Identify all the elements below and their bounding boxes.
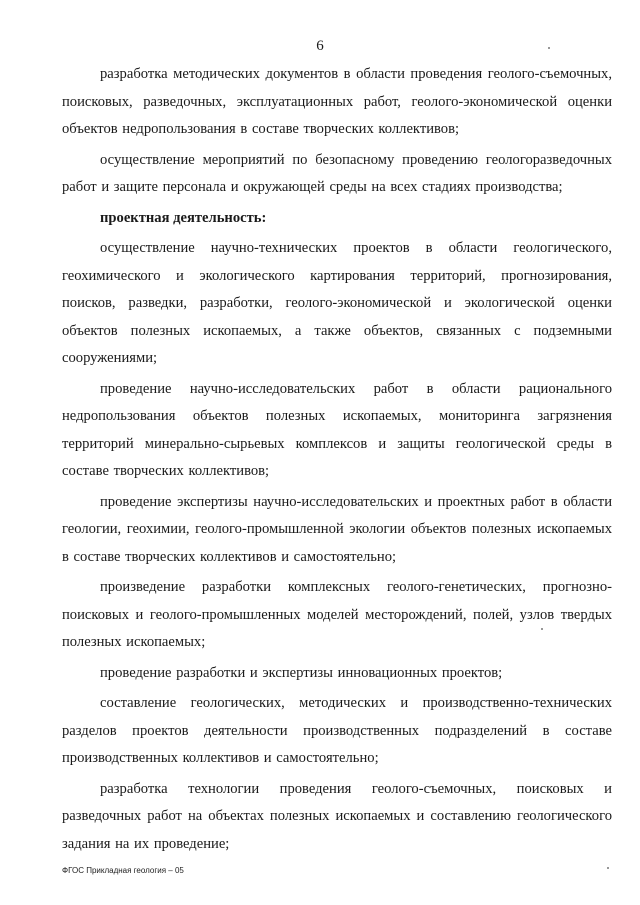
paragraph: составление геологических, методических и производственно-технических разделов проектов деятельности производственных подразделений в составе производственных коллективов и самостоятельно; — [62, 695, 612, 766]
paragraph: проведение разработки и экспертизы инновационных проектов; — [100, 664, 503, 681]
paragraph: разработка методических документов в области проведения геолого-съемочных, поисковых, разведочных, эксплуатационных работ, геолого-экономической оценки объектов недропользования в составе творческих коллективов; — [62, 66, 612, 137]
page-number: 6 — [316, 38, 324, 54]
paragraph: осуществление научно-технических проектов в области геологического, геохимического и экологического картирования территорий, прогнозирования, поисков, разведки, разработки, геолого-экономической и экологической оценки объектов полезных ископаемых, а также объектов, связанных с подземными сооружениями; — [62, 240, 612, 366]
paragraph: проведение научно-исследовательских работ в области рационального недропользования объектов полезных ископаемых, мониторинга загрязнения территорий минерально-сырьевых комплексов и защиты геологической среды в составе творческих коллективов; — [62, 380, 612, 479]
paragraph: произведение разработки комплексных геолого-генетических, прогнозно-поисковых и геолого-промышленных моделей месторождений, полей, узлов твердых полезных ископаемых; — [62, 579, 612, 650]
paragraph: разработка технологии проведения геолого-съемочных, поисковых и разведочных работ на объектах полезных ископаемых и составлению геологического задания на их проведение; — [62, 780, 612, 852]
scan-speck — [548, 47, 550, 49]
scan-speck — [607, 867, 609, 869]
section-heading: проектная деятельность: — [100, 209, 267, 226]
paragraph: осуществление мероприятий по безопасному проведению геологоразведочных работ и защите персонала и окружающей среды на всех стадиях производства; — [62, 151, 612, 195]
scan-speck — [541, 628, 543, 630]
page-body — [62, 61, 612, 861]
footer-text: ФГОС Прикладная геология – 05 — [62, 866, 184, 875]
paragraph: проведение экспертизы научно-исследовательских и проектных работ в области геологии, геохимии, геолого-промышленной экологии объектов полезных ископаемых в составе творческих коллективов и самостоятельно; — [62, 493, 612, 565]
